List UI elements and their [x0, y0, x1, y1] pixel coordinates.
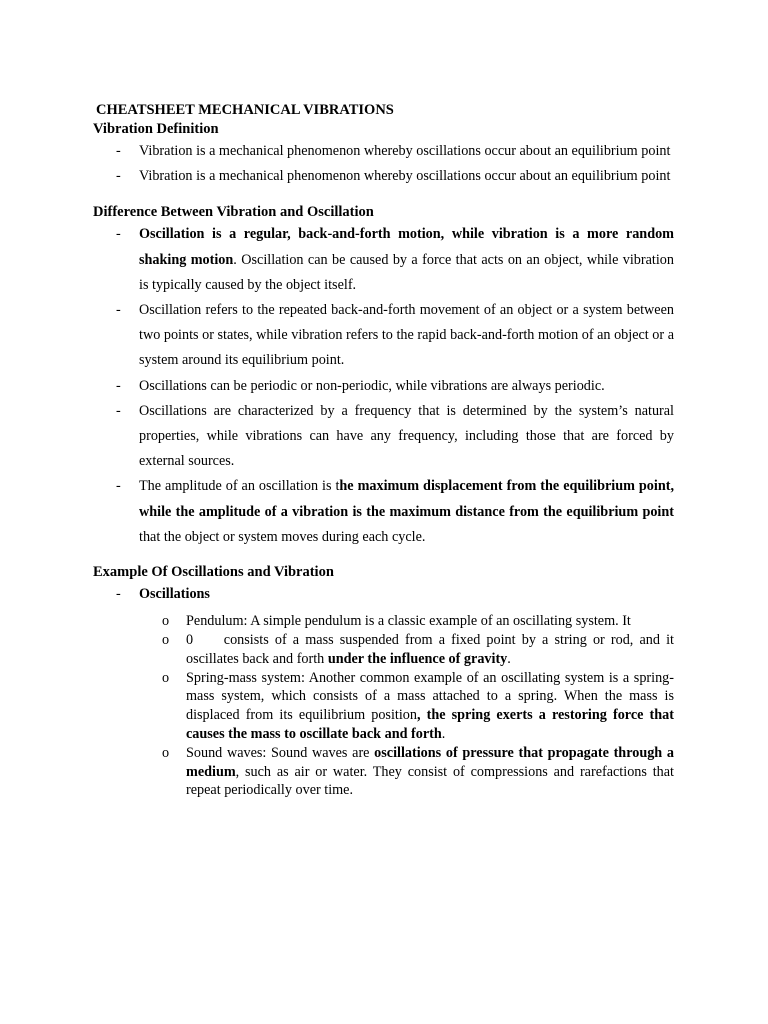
- list-item: - Oscillation refers to the repeated back-and-forth movement of an object or a system between two points or states, while vibration refers to the rapid back-and-forth motion of an object or a system around its equilibrium point.: [93, 298, 674, 374]
- difference-list: [93, 222, 674, 550]
- list-item: - Vibration is a mechanical phenomenon whereby oscillations occur about an equilibrium point: [93, 164, 674, 189]
- document-title: CHEATSHEET MECHANICAL VIBRATIONS: [96, 102, 394, 118]
- list-item: o Spring-mass system: Another common example of an oscillating system is a spring-mass system, which consists of a mass attached to a spring. When the mass is displaced from its equilibrium position, the spring exerts a restoring force that causes the mass to oscillate back and forth.: [162, 669, 674, 743]
- circle-bullet: o: [162, 632, 170, 649]
- list-item: - Vibration is a mechanical phenomenon whereby oscillations occur about an equilibrium point: [93, 139, 674, 164]
- oscillation-examples-list: [93, 612, 678, 800]
- examples-list: [93, 582, 674, 607]
- dash-bullet: -: [116, 143, 121, 159]
- list-item: - Oscillations can be periodic or non-periodic, while vibrations are always periodic.: [93, 374, 674, 399]
- list-item: - The amplitude of an oscillation is the maximum displacement from the equilibrium point, while the amplitude of a vibration is the maximum distance from the equilibrium point that the object or system moves during each cycle.: [93, 474, 674, 550]
- circle-bullet: o: [162, 613, 170, 630]
- oscillations-subheading: Oscillations: [139, 586, 210, 603]
- dash-bullet: -: [116, 168, 121, 185]
- list-item: o 0 consists of a mass suspended from a fixed point by a string or rod, and it oscillates back and forth under the influence of gravity.: [162, 632, 678, 667]
- section-heading-vibration-definition: Vibration Definition: [93, 121, 219, 137]
- dash-bullet: -: [116, 586, 121, 603]
- list-item: o Pendulum: A simple pendulum is a classic example of an oscillating system. It: [162, 613, 631, 630]
- dash-bullet: -: [116, 302, 121, 319]
- section-heading-examples: Example Of Oscillations and Vibration: [93, 564, 334, 581]
- list-item: - Oscillation is a regular, back-and-forth motion, while vibration is a more random shaking motion. Oscillation can be caused by a force that acts on an object, while vibration is typically caused by the object itself.: [93, 222, 674, 298]
- dash-bullet: -: [116, 478, 121, 495]
- circle-bullet: o: [162, 744, 170, 761]
- vibration-definition-list: [93, 139, 674, 189]
- section-heading-difference: Difference Between Vibration and Oscillation: [93, 204, 374, 221]
- list-item: o Sound waves: Sound waves are oscillations of pressure that propagate through a medium, such as air or water. They consist of compressions and rarefactions that repeat periodically over time.: [162, 744, 674, 799]
- list-item: - Oscillations are characterized by a frequency that is determined by the system’s natural properties, while vibrations can have any frequency, including those that are forced by external sources.: [93, 399, 674, 475]
- list-item: [93, 582, 674, 607]
- circle-bullet: o: [162, 669, 170, 686]
- dash-bullet: -: [116, 226, 121, 243]
- dash-bullet: -: [116, 402, 121, 419]
- dash-bullet: -: [116, 377, 121, 394]
